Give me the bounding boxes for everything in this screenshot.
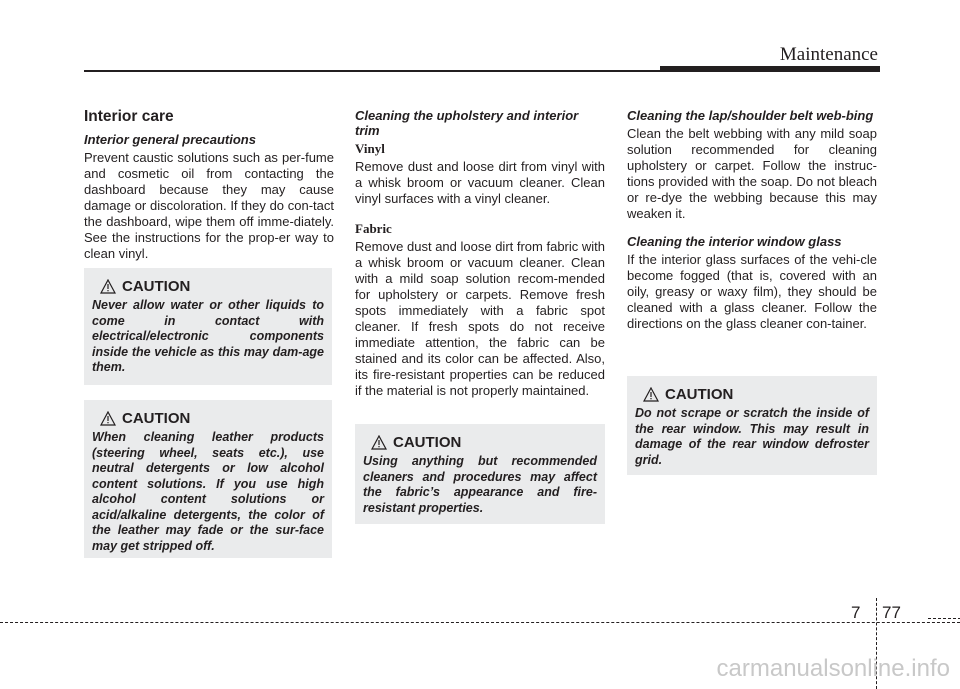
header-tab-bar xyxy=(660,66,880,72)
upholstery-subheading: Cleaning the upholstery and interior trim xyxy=(355,108,579,138)
interior-care-heading: Interior care xyxy=(84,108,174,125)
belt-webbing-subheading: Cleaning the lap/shoulder belt web-bing xyxy=(627,108,874,123)
caution-box-rear-window xyxy=(627,376,877,475)
warning-triangle-icon xyxy=(100,411,116,426)
caution-title: CAUTION xyxy=(393,434,462,451)
caution-box-leather xyxy=(84,400,332,558)
page-number: 77 xyxy=(882,603,901,622)
caution-box-liquids xyxy=(84,268,332,385)
caution-title: CAUTION xyxy=(122,410,191,427)
window-glass-subheading: Cleaning the interior window glass xyxy=(627,234,842,249)
column-1 xyxy=(84,108,334,262)
fabric-text: Remove dust and loose dirt from fabric with a whisk broom or vacuum cleaner. Clean with a mild soap solution recom-mended for upholstery or carpets. Remove fresh spots immediately with a fabric spot cleaner. If fresh spots do not receive immediate attention, the fabric can be stained and its color can be affected. Also, its fire-resistant properties can be reduced if the material is not properly maintained. xyxy=(355,239,605,398)
caution-text: Never allow water or other liquids to come in contact with electrical/electronic components inside the vehicle as this may dam-age them. xyxy=(92,298,324,374)
caution-text: Using anything but recommended cleaners and procedures may affect the fabric’s appearance and fire-resistant properties. xyxy=(363,454,597,515)
watermark: carmanualsonline.info xyxy=(716,655,950,682)
caution-box-cleaners xyxy=(355,424,605,524)
column-3 xyxy=(627,108,877,332)
page-section-title: Maintenance xyxy=(779,44,878,65)
column-2 xyxy=(355,108,605,399)
caution-text: When cleaning leather products (steering wheel, seats etc.), use neutral detergents or low alcohol content solutions. If you use high alcohol content solutions or acid/alkaline detergents, the color of the leather may fade or the sur-face may get stripped off. xyxy=(92,430,324,553)
vinyl-heading: Vinyl xyxy=(355,141,385,156)
warning-triangle-icon xyxy=(371,435,387,450)
footer-dashed-rule xyxy=(0,622,960,623)
caution-title: CAUTION xyxy=(122,278,191,295)
window-glass-text: If the interior glass surfaces of the vehi-cle become fogged (that is, covered with an oily, greasy or waxy film), they should be cleaned with a glass cleaner. Follow the directions on the glass cleaner con-tainer. xyxy=(627,252,877,331)
caution-title: CAUTION xyxy=(665,386,734,403)
general-precautions-text: Prevent caustic solutions such as per-fume and cosmetic oil from contacting the dashboard because they may cause damage or discoloration. If they do con-tact the dashboard, wipe them off imme-diately. See the instructions for the prop-er way to clean vinyl. xyxy=(84,150,334,261)
fabric-heading: Fabric xyxy=(355,221,392,236)
warning-triangle-icon xyxy=(100,279,116,294)
warning-triangle-icon xyxy=(643,387,659,402)
general-precautions-subheading: Interior general precautions xyxy=(84,132,256,147)
belt-webbing-text: Clean the belt webbing with any mild soap solution recommended for cleaning upholstery or carpet. Follow the instruc-tions provided with the soap. Do not bleach or re-dye the webbing because this may weaken it. xyxy=(627,126,877,221)
caution-text: Do not scrape or scratch the inside of the rear window. This may result in damage of the rear window defroster grid. xyxy=(635,406,869,467)
vinyl-text: Remove dust and loose dirt from vinyl with a whisk broom or vacuum cleaner. Clean vinyl surfaces with a vinyl cleaner. xyxy=(355,159,605,206)
footer-tab-outline xyxy=(928,618,960,623)
chapter-number: 7 xyxy=(851,603,861,622)
